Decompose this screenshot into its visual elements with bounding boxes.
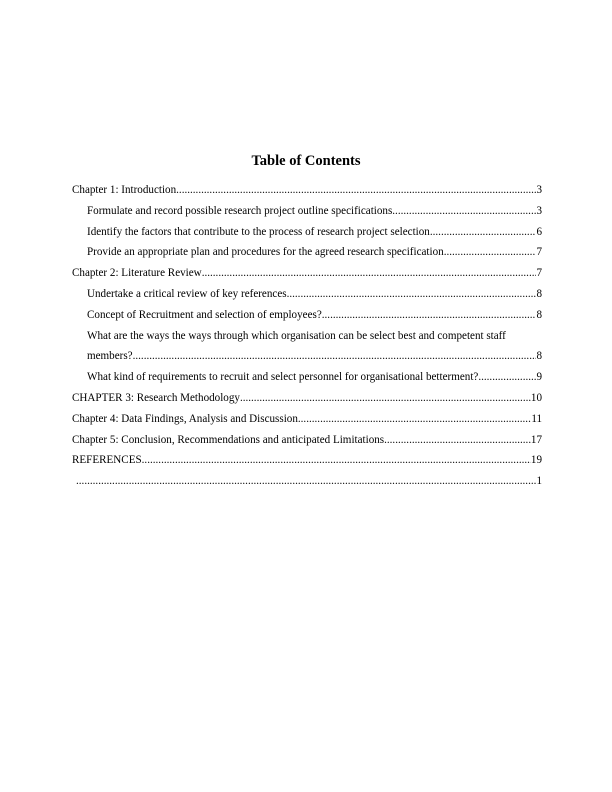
toc-entry-outline-specifications[interactable] [72,201,542,222]
toc-entry-text: REFERENCES [72,454,142,467]
toc-entry-text: Chapter 4: Data Findings, Analysis and Discussion [72,412,298,425]
toc-entry-recruitment-concept[interactable] [72,305,542,326]
toc-page-number: 3 [536,184,542,196]
toc-entry-untitled[interactable] [72,471,542,492]
toc-leader-dots [76,471,536,492]
toc-page-number: 8 [536,287,542,300]
toc-leader-dots [142,450,531,471]
toc-page-number: 8 [536,350,542,363]
toc-leader-dots [133,346,537,367]
toc-page-number: 7 [536,246,542,259]
toc-entry-plan-and-procedures[interactable] [72,242,542,263]
toc-entry-text: members? [87,350,133,363]
toc-entry-text: Chapter 1: Introduction [72,184,177,196]
toc-entry-text: What kind of requirements to recruit and select personnel for organisational betterment? [87,371,479,384]
toc-entry-text: Identify the factors that contribute to the process of research project selection [87,225,430,238]
toc-leader-dots [202,263,537,284]
toc-entry-text: Chapter 2: Literature Review [72,267,202,280]
toc-entry-chapter-4[interactable] [72,409,542,430]
toc-entry-chapter-5[interactable] [72,430,542,451]
toc-entry-ways-line-1[interactable]: What are the ways the ways through which organisation can be select best and competent staff [87,329,506,342]
toc-entry-chapter-3[interactable] [72,388,542,409]
toc-entry-references[interactable] [72,450,542,471]
toc-entry-ways-line-2[interactable] [72,346,542,367]
toc-entry-text: Provide an appropriate plan and procedures for the agreed research specification [87,246,444,259]
toc-page-number: 6 [536,225,542,238]
toc-page-number: 19 [530,454,542,467]
toc-leader-dots [384,430,531,451]
toc-entry-chapter-2[interactable] [72,263,542,284]
table-of-contents [72,180,542,492]
toc-page-number: 8 [536,308,542,321]
toc-page-number: 3 [536,204,542,217]
toc-page-number: 10 [530,391,542,404]
toc-leader-dots [430,222,537,243]
toc-leader-dots [176,180,536,201]
toc-entry-text: Undertake a critical review of key references [87,287,287,300]
toc-leader-dots [322,305,537,326]
toc-entry-chapter-1[interactable] [72,180,542,201]
toc-title: Table of Contents [251,153,361,169]
toc-entry-text: Concept of Recruitment and selection of employees? [87,308,322,321]
toc-page-number: 9 [536,371,542,384]
toc-entry-text: Chapter 5: Conclusion, Recommendations and anticipated Limitations [72,433,385,446]
toc-page-number: 7 [536,267,542,280]
toc-leader-dots [240,388,531,409]
toc-page-number: 17 [530,433,542,446]
toc-entry-text: CHAPTER 3: Research Methodology [72,391,240,404]
toc-entry-requirements[interactable] [72,367,542,388]
toc-page-number: 1 [536,475,542,488]
toc-page-number: 11 [531,412,542,425]
toc-leader-dots [478,367,536,388]
toc-leader-dots [298,409,531,430]
toc-leader-dots [287,284,537,305]
toc-leader-dots [444,242,537,263]
toc-entry-project-selection-factors[interactable] [72,222,542,243]
toc-entry-text: Formulate and record possible research project outline specifications [87,204,393,217]
toc-entry-critical-review[interactable] [72,284,542,305]
toc-leader-dots [392,201,536,222]
